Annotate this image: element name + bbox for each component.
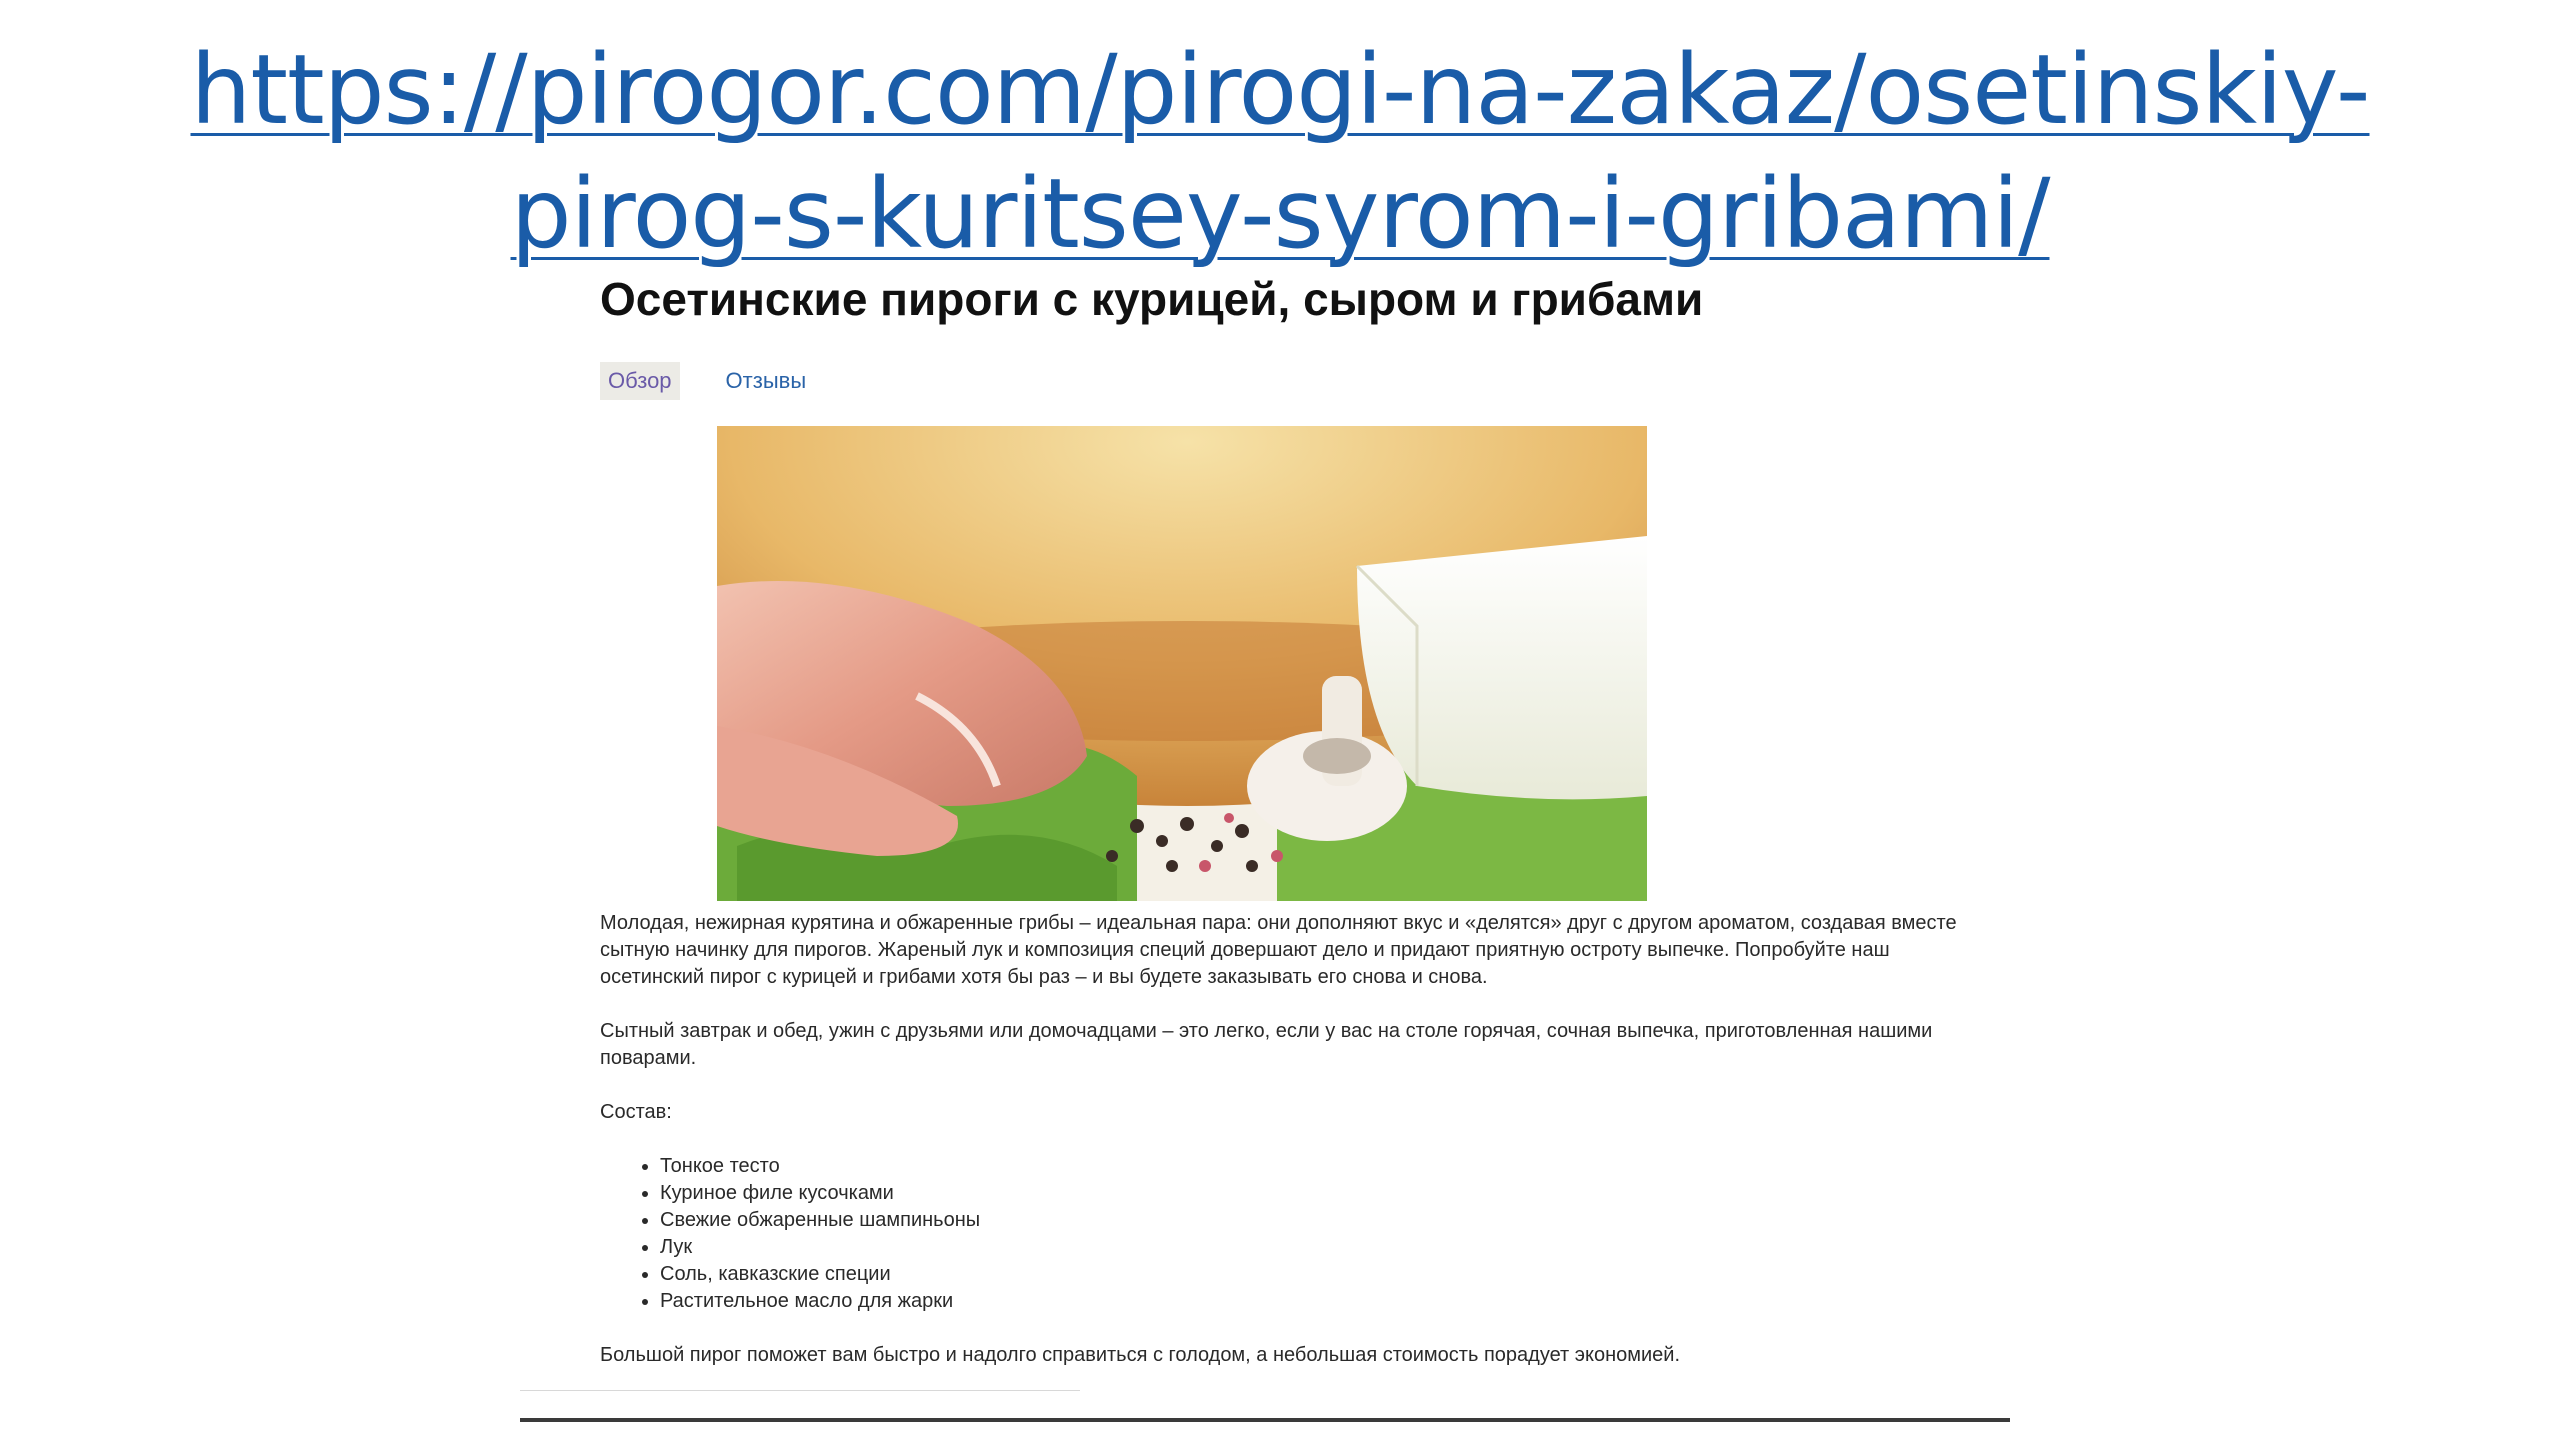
slide-url-title[interactable]	[0, 28, 2560, 276]
tab-overview[interactable]: Обзор	[600, 362, 680, 400]
product-tabs	[600, 362, 814, 400]
list-item: • Тонкое тесто	[660, 1153, 1990, 1180]
ingredients-label: Состав:	[600, 1101, 672, 1123]
list-item: • Растительное масло для жарки	[660, 1288, 1990, 1315]
description-paragraph-1: Молодая, нежирная курятина и обжаренные грибы – идеальная пара: они дополняют вкус и «делятся» друг с другом ароматом, создавая вместе сытную начинку для пирогов. Жареный лук и композиция специй довершают дело и придают приятную остроту выпечке. Попробуйте наш осетинский пирог с курицей и грибами хотя бы раз – и вы будете заказывать его снова и снова.	[600, 912, 1957, 988]
page-title: Осетинские пироги с курицей, сыром и грибами	[600, 273, 1704, 325]
list-item: • Лук	[660, 1234, 1990, 1261]
embedded-page-screenshot	[520, 270, 2010, 1420]
description-paragraph-2: Сытный завтрак и обед, ужин с друзьями или домочадцами – это легко, если у вас на столе горячая, сочная выпечка, приготовленная нашими поварами.	[600, 1020, 1933, 1069]
list-item: • Соль, кавказские специи	[660, 1261, 1990, 1288]
list-item: • Свежие обжаренные шампиньоны	[660, 1207, 1990, 1234]
product-description	[600, 910, 1990, 1396]
closing-paragraph: Большой пирог поможет вам быстро и надолго справиться с голодом, а небольшая стоимость порадует экономией.	[600, 1344, 1681, 1366]
tab-reviews[interactable]: Отзывы	[725, 368, 807, 393]
url-line-1[interactable]: https://pirogor.com/pirogi-na-zakaz/osetinskiy-	[190, 34, 2370, 146]
url-line-2[interactable]: pirog-s-kuritsey-syrom-i-gribami/	[510, 158, 2050, 270]
divider	[520, 1390, 1080, 1391]
divider	[520, 1418, 2010, 1422]
list-item: • Куриное филе кусочками	[660, 1180, 1990, 1207]
ingredients-list	[600, 1153, 1990, 1315]
product-photo	[717, 426, 1647, 901]
cheese-shape	[1357, 536, 1647, 799]
